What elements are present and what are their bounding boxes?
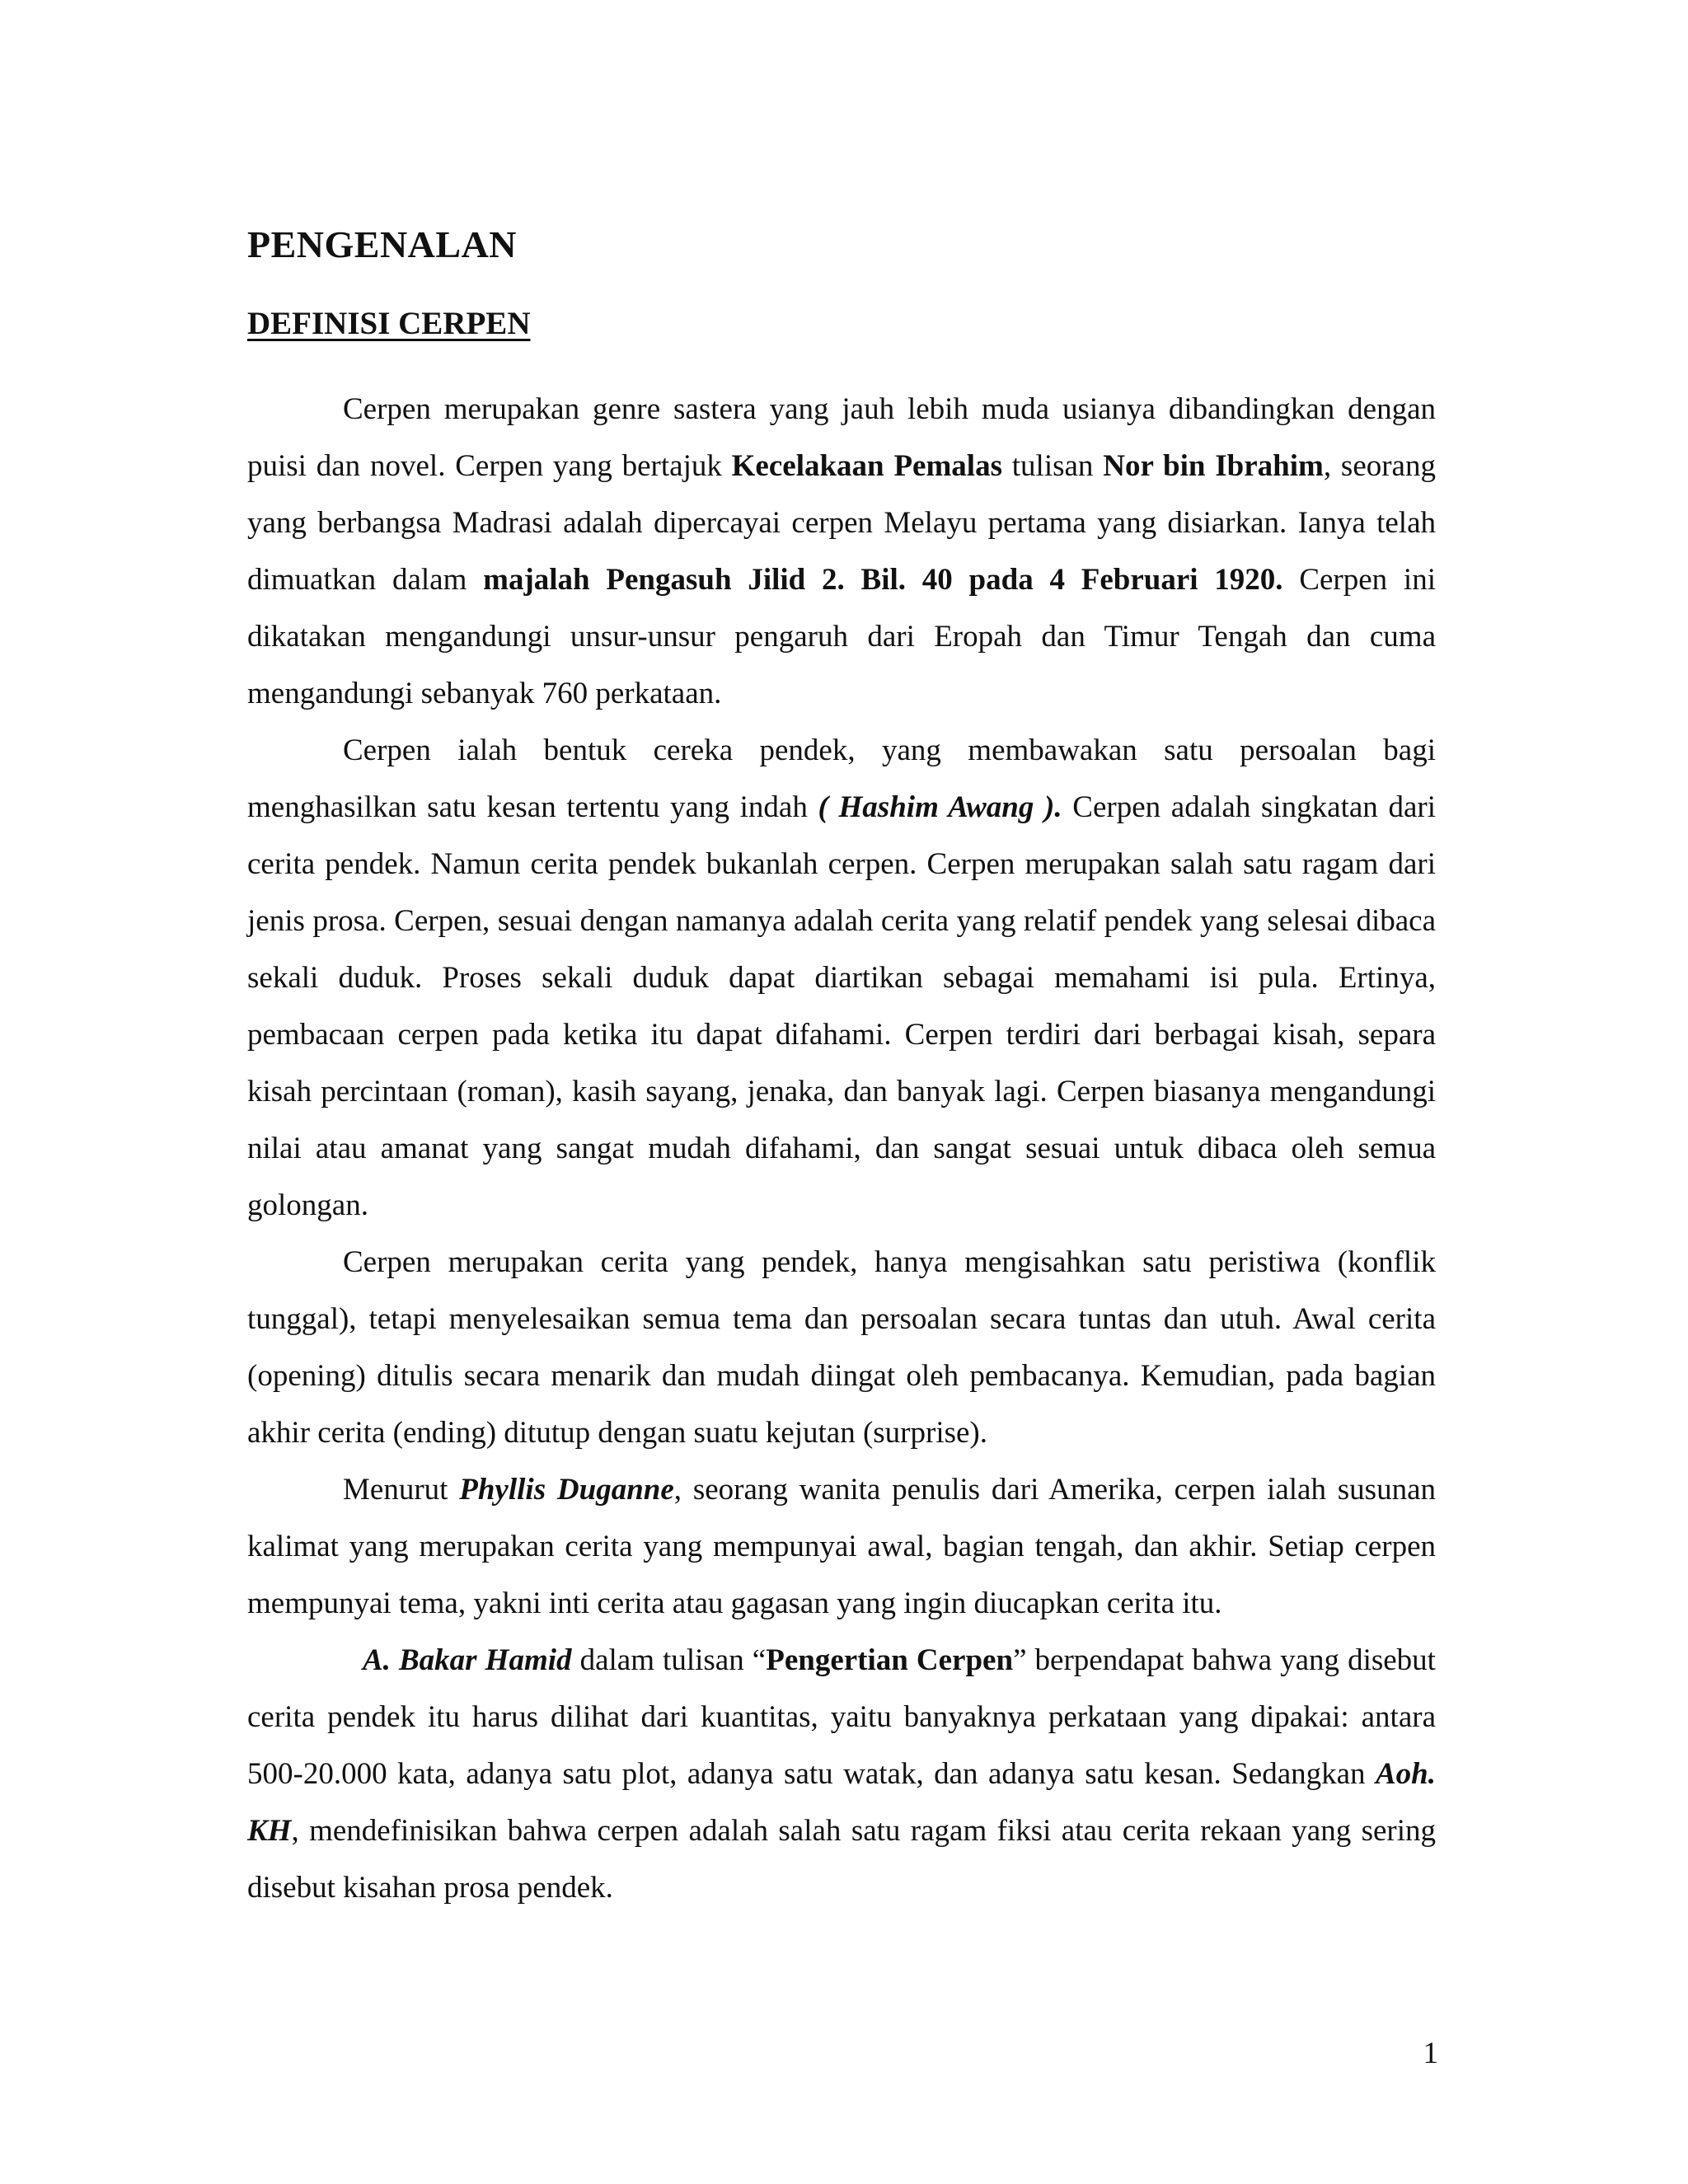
paragraph-text: ” berpendapat bahwa yang disebut cerita pendek itu harus dilihat dari kuantitas, yaitu banyaknya perkataan yang dipakai: antara 500-20.000 kata, adanya satu plot, adanya satu watak, dan adanya satu kesan. Sedangkan — [247, 1643, 1436, 1791]
paragraph-text: , mendefinisikan bahwa cerpen adalah salah satu ragam fiksi atau cerita rekaan yang sering disebut kisahan prosa pendek. — [247, 1814, 1436, 1905]
paragraph-text: Menurut — [343, 1473, 460, 1507]
paragraph-2 — [247, 722, 1436, 1234]
paragraph-text: Cerpen merupakan cerita yang pendek, hanya mengisahkan satu peristiwa (konflik tunggal), tetapi menyelesaikan semua tema dan persoalan secara tuntas dan utuh. Awal cerita (opening) ditulis secara menarik dan mudah diingat oleh pembacanya. Kemudian, pada bagian akhir cerita (ending) ditutup dengan suatu kejutan (surprise). — [247, 1245, 1436, 1450]
paragraph-text: Cerpen ialah bentuk cereka pendek, yang membawakan satu persoalan bagi menghasilkan satu kesan tertentu yang indah — [247, 733, 1436, 824]
publication-reference: majalah Pengasuh Jilid 2. Bil. 40 pada 4 Februari 1920. — [483, 563, 1283, 597]
article-title: Pengertian Cerpen — [766, 1643, 1014, 1677]
page-number: 1 — [1423, 2036, 1438, 2070]
citation-author: Aoh. KH — [247, 1757, 1436, 1848]
body-text — [247, 381, 1436, 1916]
author-name: Nor bin Ibrahim — [1103, 449, 1324, 483]
paragraph-text: , seorang yang berbangsa Madrasi adalah dipercayai cerpen Melayu pertama yang disiarkan. Ianya telah dimuatkan dalam — [247, 449, 1436, 597]
paragraph-text: Cerpen merupakan genre sastera yang jauh lebih muda usianya dibandingkan dengan puisi dan novel. Cerpen yang bertajuk — [247, 392, 1436, 483]
paragraph-3 — [247, 1234, 1436, 1461]
paragraph-text: , seorang wanita penulis dari Amerika, cerpen ialah susunan kalimat yang merupakan cerita yang mempunyai awal, bagian tengah, dan akhir. Setiap cerpen mempunyai tema, yakni inti cerita atau gagasan yang ingin diucapkan cerita itu. — [247, 1473, 1436, 1620]
paragraph-5 — [247, 1632, 1436, 1916]
citation-author: Phyllis Duganne — [459, 1473, 674, 1507]
story-title: Kecelakaan Pemalas — [731, 449, 1002, 483]
page-title: PENGENALAN — [247, 223, 518, 265]
paragraph-text: tulisan — [1001, 449, 1104, 483]
paragraph-text: Cerpen ini dikatakan mengandungi unsur-unsur pengaruh dari Eropah dan Timur Tengah dan cuma mengandungi sebanyak 760 perkataan. — [247, 563, 1436, 710]
paragraph-text: Cerpen adalah singkatan dari cerita pendek. Namun cerita pendek bukanlah cerpen. Cerpen merupakan salah satu ragam dari jenis prosa. Cerpen, sesuai dengan namanya adalah cerita yang relatif pendek yang selesai dibaca sekali duduk. Proses sekali duduk dapat diartikan sebagai memahami isi pula. Ertinya, pembacaan cerpen pada ketika itu dapat difahami. Cerpen terdiri dari berbagai kisah, separa kisah percintaan (roman), kasih sayang, jenaka, dan banyak lagi. Cerpen biasanya mengandungi nilai atau amanat yang sangat mudah difahami, dan sangat sesuai untuk dibaca oleh semua golongan. — [247, 790, 1437, 1222]
citation-author: A. Bakar Hamid — [363, 1643, 572, 1677]
paragraph-1 — [247, 381, 1436, 722]
paragraph-4 — [247, 1461, 1436, 1632]
paragraph-text: dalam tulisan “ — [571, 1643, 767, 1677]
section-heading: DEFINISI CERPEN — [247, 306, 531, 341]
citation-author: ( Hashim Awang ). — [818, 790, 1062, 824]
